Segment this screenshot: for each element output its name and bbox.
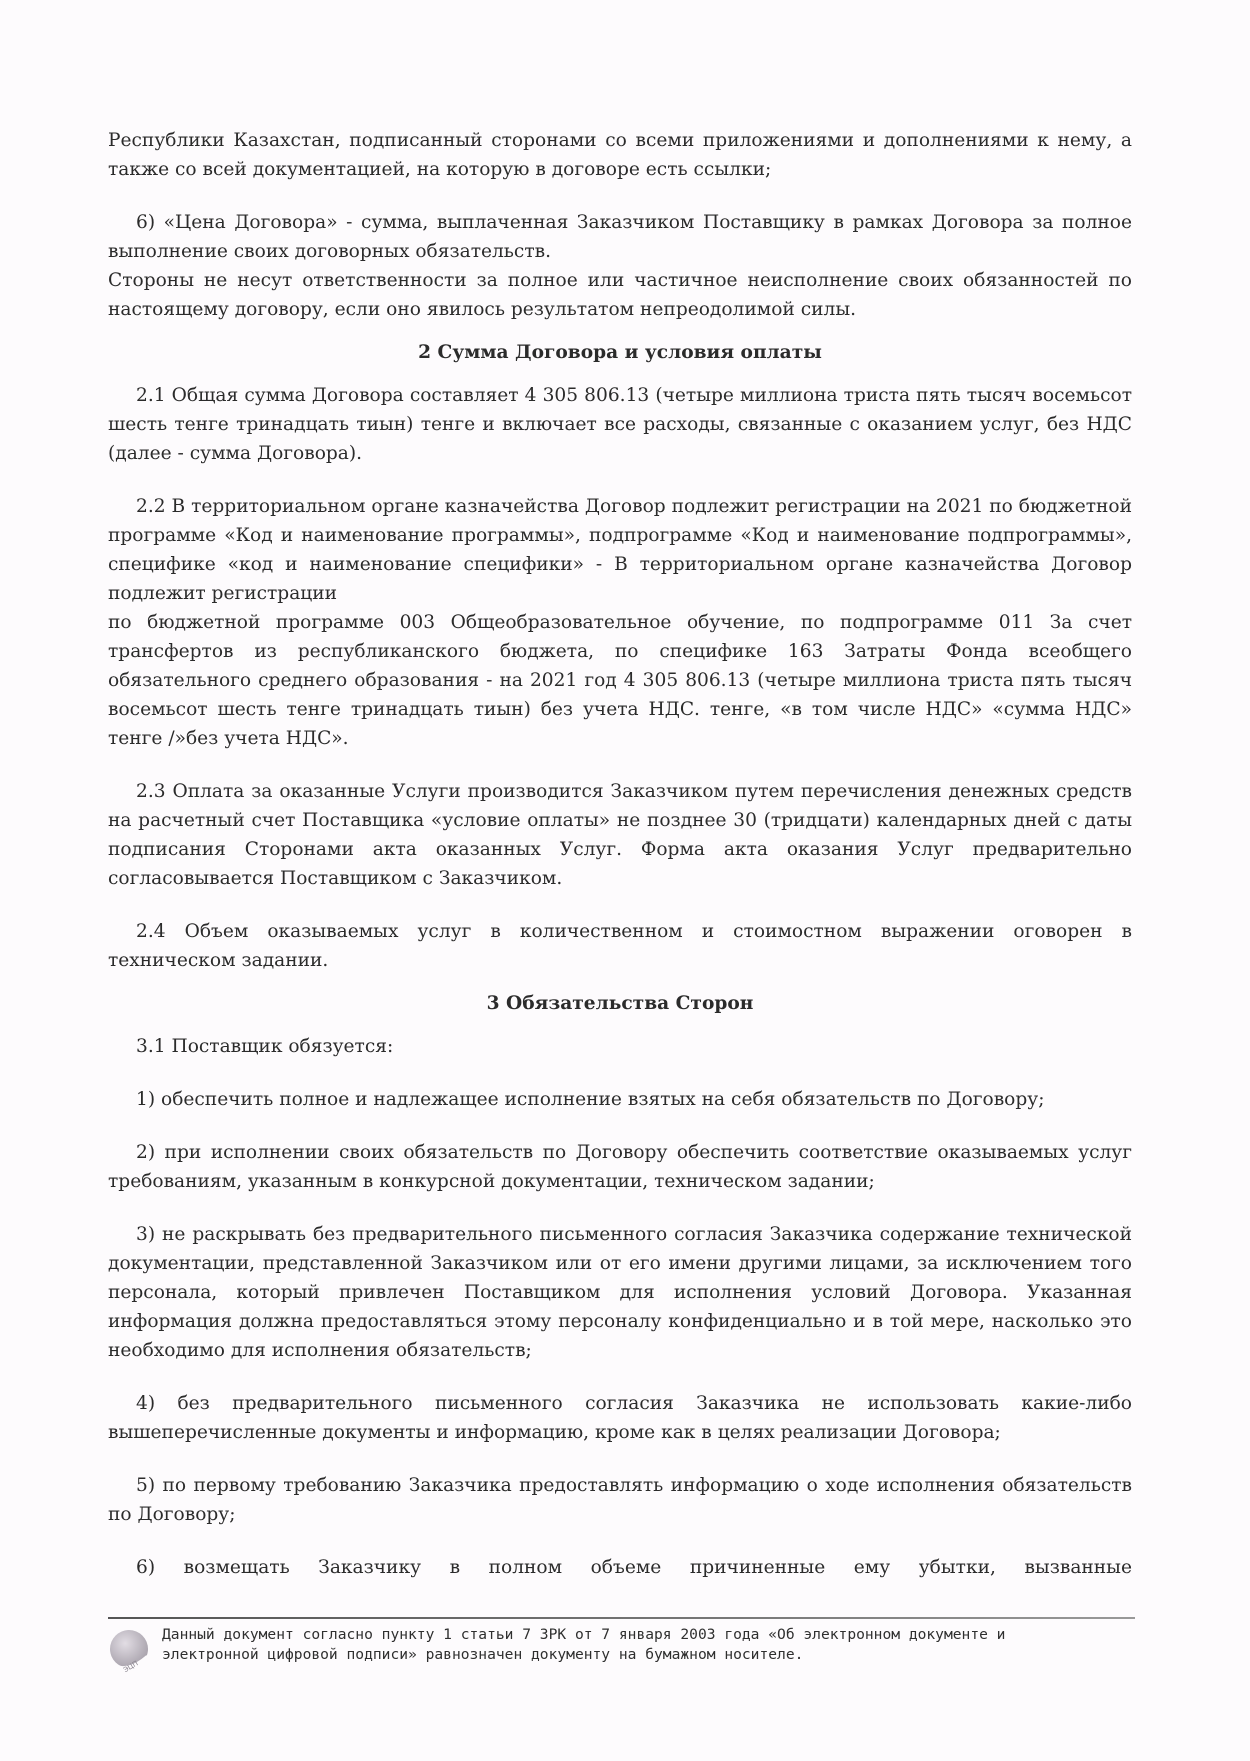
clause-2-4: 2.4 Объем оказываемых услуг в количественном и стоимостном выражении оговорен в техническом задании. — [108, 921, 1132, 971]
obligation-item-2: 2) при исполнении своих обязательств по Договору обеспечить соответствие оказываемых услуг требованиям, указанным в конкурсной документации, техническом задании; — [108, 1142, 1132, 1192]
clause-3-1-intro: 3.1 Поставщик обязуется: — [136, 1036, 394, 1057]
section-2-title: 2 Сумма Договора и условия оплаты — [418, 342, 822, 363]
obligation-item-6: 6) возмещать Заказчику в полном объеме причиненные ему убытки, вызванные — [136, 1557, 1132, 1578]
footer-divider — [108, 1617, 1135, 1619]
clause-2-1: 2.1 Общая сумма Договора составляет 4 305 806.13 (четыре миллиона триста пять тысяч восемьсот шесть тенге тринадцать тиын) тенге и включает все расходы, связанные с оказанием услуг, без НДС (далее - сумма Договора). — [108, 385, 1132, 464]
continuation-paragraph: Республики Казахстан, подписанный сторонами со всеми приложениями и дополнениями к нему, а также со всей документацией, на которую в договоре есть ссылки; — [108, 130, 1132, 180]
footer-notice-line-2: электронной цифровой подписи» равнозначен документу на бумажном носителе. — [162, 1646, 804, 1663]
obligation-item-3: 3) не раскрывать без предварительного письменного согласия Заказчика содержание технической документации, представленной Заказчиком или от его имени другими лицами, за исключением того персонала, который привлечен Поставщиком для исполнения условий Договора. Указанная информация должна предоставляться этому персоналу конфиденциально и в той мере, насколько это необходимо для исполнения обязательств; — [108, 1224, 1132, 1361]
definition-contract-price: 6) «Цена Договора» - сумма, выплаченная Заказчиком Поставщику в рамках Договора за полное выполнение своих договорных обязательств. — [108, 212, 1132, 262]
clause-2-2-continuation: по бюджетной программе 003 Общеобразовательное обучение, по подпрограмме 011 За счет трансфертов из республиканского бюджета, по специфике 163 Затраты Фонда всеобщего обязательного среднего образования - на 2021 год 4 305 806.13 (четыре миллиона триста пять тысяч восемьсот шесть тенге тринадцать тиын) без учета НДС. тенге, «в том числе НДС» «сумма НДС» тенге /»без учета НДС». — [108, 612, 1132, 749]
document-page — [108, 126, 1132, 1582]
obligation-item-4: 4) без предварительного письменного согласия Заказчика не использовать какие-либо вышеперечисленные документы и информацию, кроме как в целях реализации Договора; — [108, 1393, 1132, 1443]
clause-2-2: 2.2 В территориальном органе казначейства Договор подлежит регистрации на 2021 по бюджетной программе «Код и наименование программы», подпрограмме «Код и наименование подпрограммы», специфике «код и наименование специфики» - В территориальном органе казначейства Договор подлежит регистрации — [108, 496, 1132, 604]
svg-text:ЭЦП: ЭЦП — [122, 1659, 140, 1673]
clause-2-3: 2.3 Оплата за оказанные Услуги производится Заказчиком путем перечисления денежных средств на расчетный счет Поставщика «условие оплаты» не позднее 30 (тридцати) календарных дней с даты подписания Сторонами акта оказанных Услуг. Форма акта оказания Услуг предварительно согласовывается Поставщиком с Заказчиком. — [108, 781, 1132, 889]
obligation-item-1: 1) обеспечить полное и надлежащее исполнение взятых на себя обязательств по Договору; — [136, 1089, 1045, 1110]
footer-notice-line-1: Данный документ согласно пункту 1 статьи 7 ЗРК от 7 января 2003 года «Об электронном документе и — [162, 1626, 1006, 1643]
section-3-title: 3 Обязательства Сторон — [486, 993, 754, 1014]
e-signature-footer — [108, 1617, 1135, 1673]
e-signature-seal-icon — [108, 1627, 154, 1673]
force-majeure-paragraph: Стороны не несут ответственности за полное или частичное неисполнение своих обязанностей по настоящему договору, если оно явилось результатом непреодолимой силы. — [108, 270, 1132, 320]
obligation-item-5: 5) по первому требованию Заказчика предоставлять информацию о ходе исполнения обязательств по Договору; — [108, 1475, 1132, 1525]
